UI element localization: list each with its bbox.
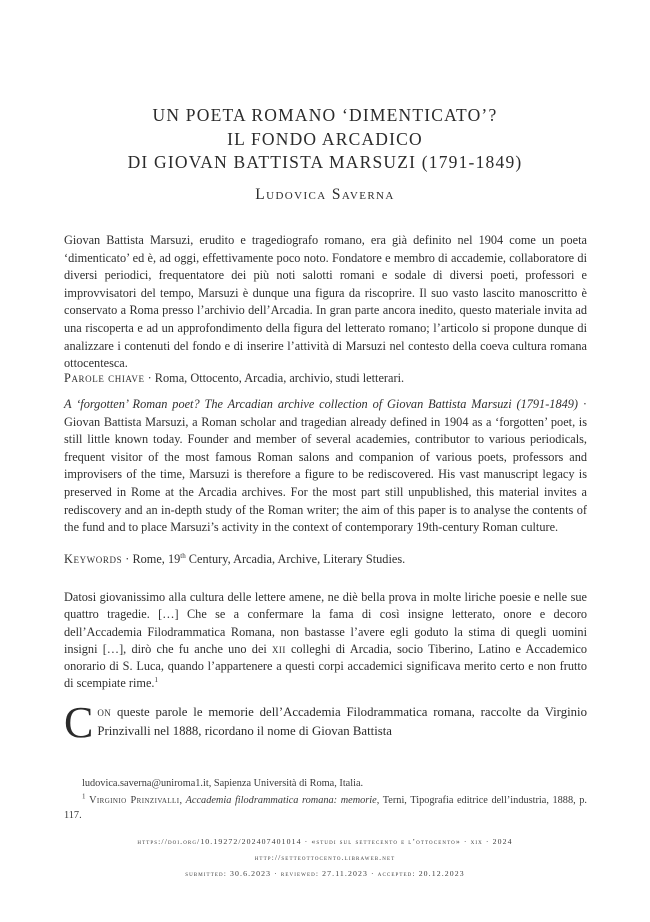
abstract-english-title: A ‘forgotten’ Roman poet? The Arcadian archive collection of Giovan Battista Marsuzi (1791-1849) <box>64 397 578 411</box>
keywords-label: Keywords <box>64 552 123 566</box>
quote-text: Datosi giovanissimo alla cultura delle lettere amene, ne diè bella prova in molte liriche poesie e nelle sue quattro tragedie. […] Che se a confermare la fama di così insigne letterato, onore e decoro dell’Accademia Filodrammatica Romana, non bastasse l’avere egli goduto la stima di quegli uomini insigni […], dirò che fu anche uno dei <box>64 590 587 656</box>
first-word: on <box>97 705 112 719</box>
keywords-english <box>64 551 587 569</box>
keywords-separator: · <box>144 371 155 385</box>
keywords-italian <box>64 370 587 388</box>
ordinal-suffix: th <box>180 551 186 560</box>
author-email[interactable]: ludovica.saverna@uniroma1.it, Sapienza Università di Roma, Italia. <box>82 778 364 789</box>
footnote-rest: , Terni, Tipografia editrice dell’industria, 1888, p. 117. <box>64 795 587 821</box>
keywords-text: Roma, Ottocento, Arcadia, archivio, studi letterari. <box>154 371 405 385</box>
footer-dates: submitted: 30.6.2023 · reviewed: 27.11.2023 · accepted: 20.12.2023 <box>185 869 465 878</box>
title-line-1: UN POETA ROMANO ‘DIMENTICATO’? <box>152 105 498 125</box>
title-line-2: IL FONDO ARCADICO <box>227 128 423 149</box>
keywords-text-rest: Century, Arcadia, Archive, Literary Studies. <box>185 552 406 566</box>
epigraph-quote <box>64 589 587 693</box>
footnote-separator: , <box>179 795 186 806</box>
footer-doi-line[interactable]: https://doi.org/10.19272/202407401014 · «studi sul settecento e l’ottocento» · xix · 2024 <box>137 837 513 846</box>
author-affiliation-note <box>82 777 587 792</box>
keywords-separator: · <box>122 552 133 566</box>
footnote-1 <box>64 794 587 823</box>
drop-cap: C <box>64 698 94 747</box>
abstract-english <box>64 396 587 537</box>
abstract-italian: Giovan Battista Marsuzi, erudito e tragediografo romano, era già definito nel 1904 come un poeta ‘dimenticato’ ed è, ad oggi, effettivamente poco noto. Fondatore e membro di accademie, collaboratore di diversi periodici, frequentatore dei più noti salotti romani e sodale di diversi poeti, professori e improvvisatori del tempo, Marsuzi è dunque una figura da riscoprire. Il suo vasto lascito manoscritto è conservato a Roma presso l’archivio dell’Arcadia. In gran parte ancora inedito, questo materiale invita ad una riscoperta e ad un approfondimento della figura del letterato romano; l’articolo si propone dunque di analizzare i contenuti del fondo e di inserire l’attività di Marsuzi nel contesto della coeva cultura romana ottocentesca. <box>64 233 587 371</box>
footnote-author: Virginio Prinzivalli <box>89 795 180 806</box>
article-title <box>60 104 590 175</box>
author-name: Ludovica Saverna <box>255 186 395 203</box>
quote-text-rest: colleghi di Arcadia, socio Tiberino, Latino e Accademico onorario di S. Luca, quando l’appartenere a questi corpi accademici significava merito certo e non frutto di scempiate rime. <box>64 641 587 691</box>
footnote-mark: 1 <box>82 792 86 801</box>
body-text: queste parole le memorie dell’Accademia Filodrammatica romana, raccolte da Virginio Prinzivalli nel 1888, ricordano il nome di Giovan Battista <box>97 705 587 738</box>
keywords-label: Parole chiave <box>64 371 145 385</box>
title-line-3: DI GIOVAN BATTISTA MARSUZI (1791-1849) <box>127 152 523 172</box>
roman-numeral: xii <box>272 641 286 656</box>
footer-website[interactable]: http://setteottocento.libraweb.net <box>254 853 396 862</box>
footnote-ref[interactable]: 1 <box>154 676 158 685</box>
body-paragraph <box>64 698 587 747</box>
abstract-separator: · <box>578 397 587 411</box>
abstract-english-text: Giovan Battista Marsuzi, a Roman scholar and tragedian already defined in 1904 as a ‘forgotten’ poet, is still little known today. Founder and member of several academies, contributor to various periodicals, frequent visitor of the most famous Roman salons and companion of various poets, professors and improvisers of the time, Marsuzi is therefore a figure to be rediscovered. His vast manuscript legacy is preserved in Rome at the Arcadia archives. For the most part still unpublished, this material invites a rediscovery and an in-depth study of the Roman writer; the aim of this paper is to analyse the contents of the fund and to place Marsuzi’s activity in the context of contemporary 19th-century Roman culture. <box>64 414 587 535</box>
keywords-text: Rome, 19 <box>132 552 181 566</box>
footnote-title: Accademia filodrammatica romana: memorie <box>185 795 377 806</box>
